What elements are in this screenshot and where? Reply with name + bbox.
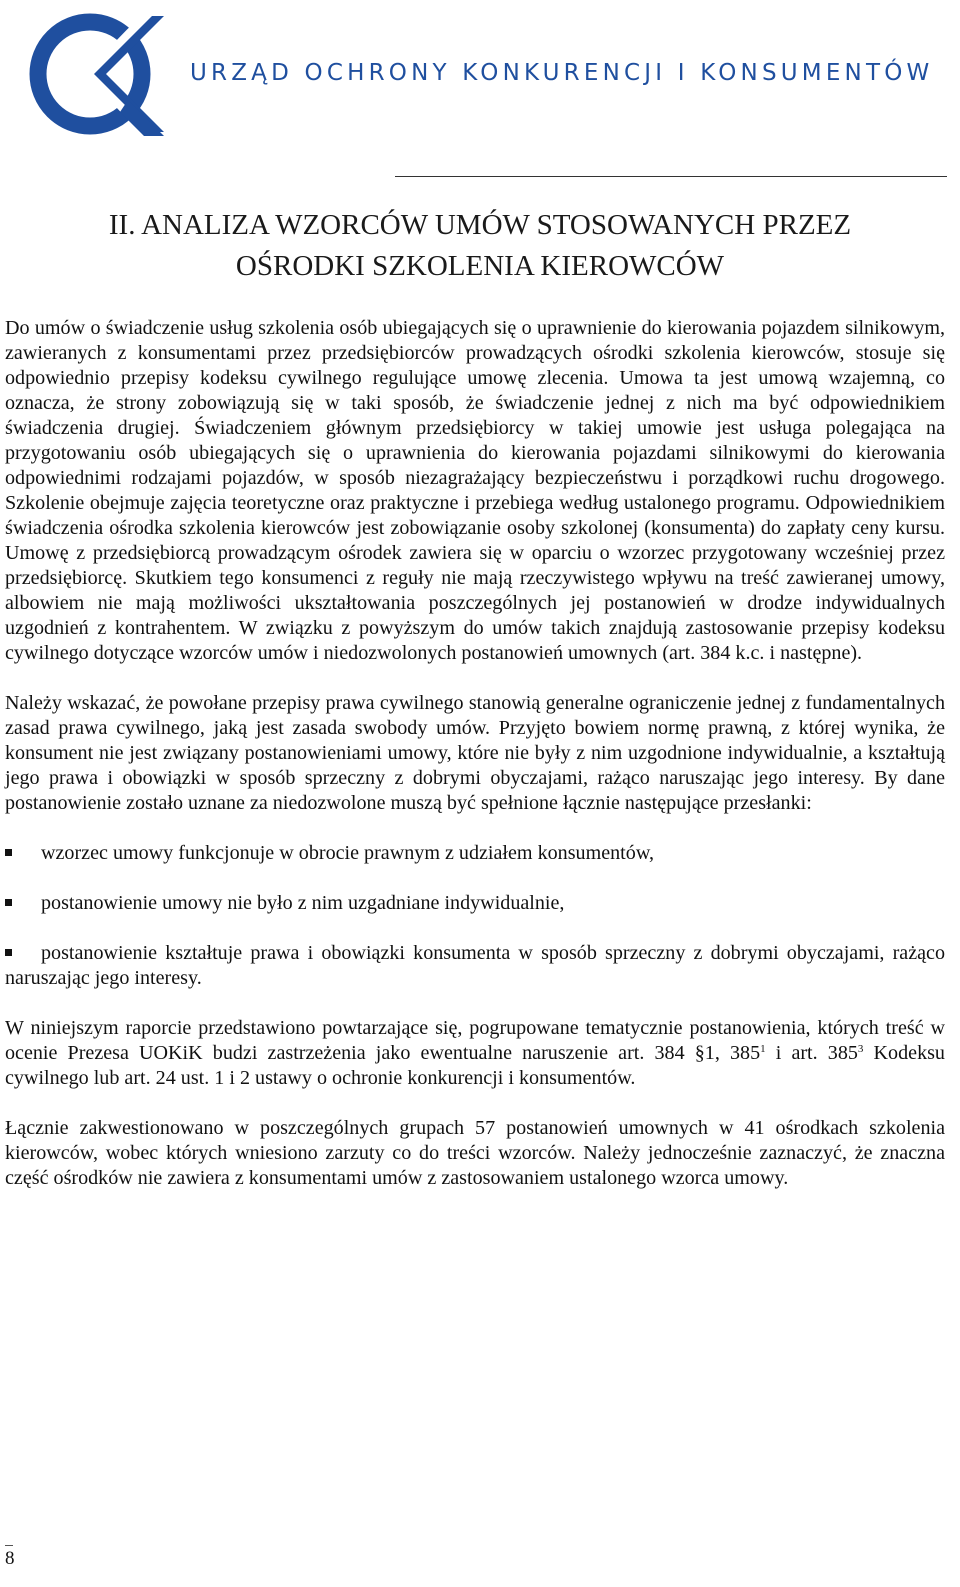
footer-divider	[5, 1545, 13, 1546]
bullet-square-icon	[5, 849, 12, 856]
paragraph-contract-nature: Do umów o świadczenie usług szkolenia osób ubiegających się o uprawnienie do kierowania pojazdem silnikowym, zawieranych z konsumentami przez przedsiębiorców prowadzących ośrodki szkolenia kierowców, stosuje się odpowiednio przepisy kodeksu cywilnego regulujące umowę zlecenia. Umowa ta jest umową wzajemną, co oznacza, że strony zobowiązują się w taki sposób, że świadczenie jednej z nich ma być odpowiednikiem świadczenia drugiej. Świadczeniem głównym przedsiębiorcy w takiej umowie jest usługa polegająca na przygotowaniu osób ubiegających się o uprawnienia do kierowania pojazdami silnikowymi do kierowania odpowiednimi rodzajami pojazdów, w sposób niezagrażający bezpieczeństwu i porządkowi ruchu drogowego. Szkolenie obejmuje zajęcia teoretyczne oraz praktyczne i przebiega według ustalonego programu. Odpowiednikiem świadczenia ośrodka szkolenia kierowców jest zobowiązanie osoby szkolonej (konsumenta) do zapłaty ceny kursu. Umowę z przedsiębiorcą prowadzącym ośrodek zawiera się w oparciu o wzorzec przygotowany wcześniej przez przedsiębiorcę. Skutkiem tego konsumenci z reguły nie mają rzeczywistego wpływu na treść zawieranej umowy, albowiem nie mają możliwości ukształtowania poszczególnych jej postanowień w drodze indywidualnych uzgodnień z kontrahentem. W związku z powyższym do umów takich znajdują zastosowanie przepisy kodeksu cywilnego dotyczące wzorców umów i niedozwolonych postanowień umownych (art. 384 k.c. i następne).	[5, 317, 945, 664]
header-divider	[395, 176, 947, 177]
conditions-list	[5, 841, 945, 991]
list-item: postanowienie umowy nie było z nim uzgadniane indywidualnie,	[5, 891, 945, 916]
section-title-line-2: OŚRODKI SZKOLENIA KIEROWCÓW	[235, 250, 725, 282]
document-body	[5, 316, 945, 1191]
paragraph-report-scope: W niniejszym raporcie przedstawiono powtarzające się, pogrupowane tematycznie postanowienia, których treść w ocenie Prezesa UOKiK budzi zastrzeżenia jako ewentualne naruszenie art. 384 §1, $385^1$ i art. $385^3$ Kodeksu cywilnego lub art. 24 ust. 1 i 2 ustawy o ochronie konkurencji i konsumentów.	[5, 1017, 945, 1089]
paragraph-summary: Łącznie zakwestionowano w poszczególnych grupach 57 postanowień umownych w 41 ośrodkach szkolenia kierowców, wobec których wniesiono zarzuty co do treści wzorców. Należy jednocześnie zaznaczyć, że znaczna część ośrodków nie zawiera z konsumentami umów z zastosowaniem ustalonego wzorca umowy.	[5, 1117, 945, 1189]
page-header	[0, 0, 960, 180]
section-title-line-1: II. ANALIZA WZORCÓW UMÓW STOSOWANYCH PRZEZ	[108, 209, 852, 241]
uokik-logo-icon	[24, 8, 164, 140]
paragraph-legal-limits: Należy wskazać, że powołane przepisy prawa cywilnego stanowią generalne ograniczenie jednej z fundamentalnych zasad prawa cywilnego, jaką jest zasada swobody umów. Przyjęto bowiem normę prawną, z której wynika, że konsument nie jest związany postanowieniami umowy, które nie były z nim uzgodnione indywidualnie, a kształtują jego prawa i obowiązki w sposób sprzeczny z dobrymi obyczajami, rażąco naruszając jego interesy. By dane postanowienie zostało uznane za niedozwolone muszą być spełnione łącznie następujące przesłanki:	[5, 692, 945, 814]
list-item: wzorzec umowy funkcjonuje w obrocie prawnym z udziałem konsumentów,	[5, 841, 945, 866]
page-number: 8	[5, 1548, 15, 1569]
org-name: URZĄD OCHRONY KONKURENCJI I KONSUMENTÓW	[190, 60, 934, 86]
bullet-square-icon	[5, 949, 12, 956]
bullet-square-icon	[5, 899, 12, 906]
section-title	[0, 205, 960, 287]
list-item: postanowienie kształtuje prawa i obowiązki konsumenta w sposób sprzeczny z dobrymi obyczajami, rażąco naruszając jego interesy.	[5, 942, 945, 989]
